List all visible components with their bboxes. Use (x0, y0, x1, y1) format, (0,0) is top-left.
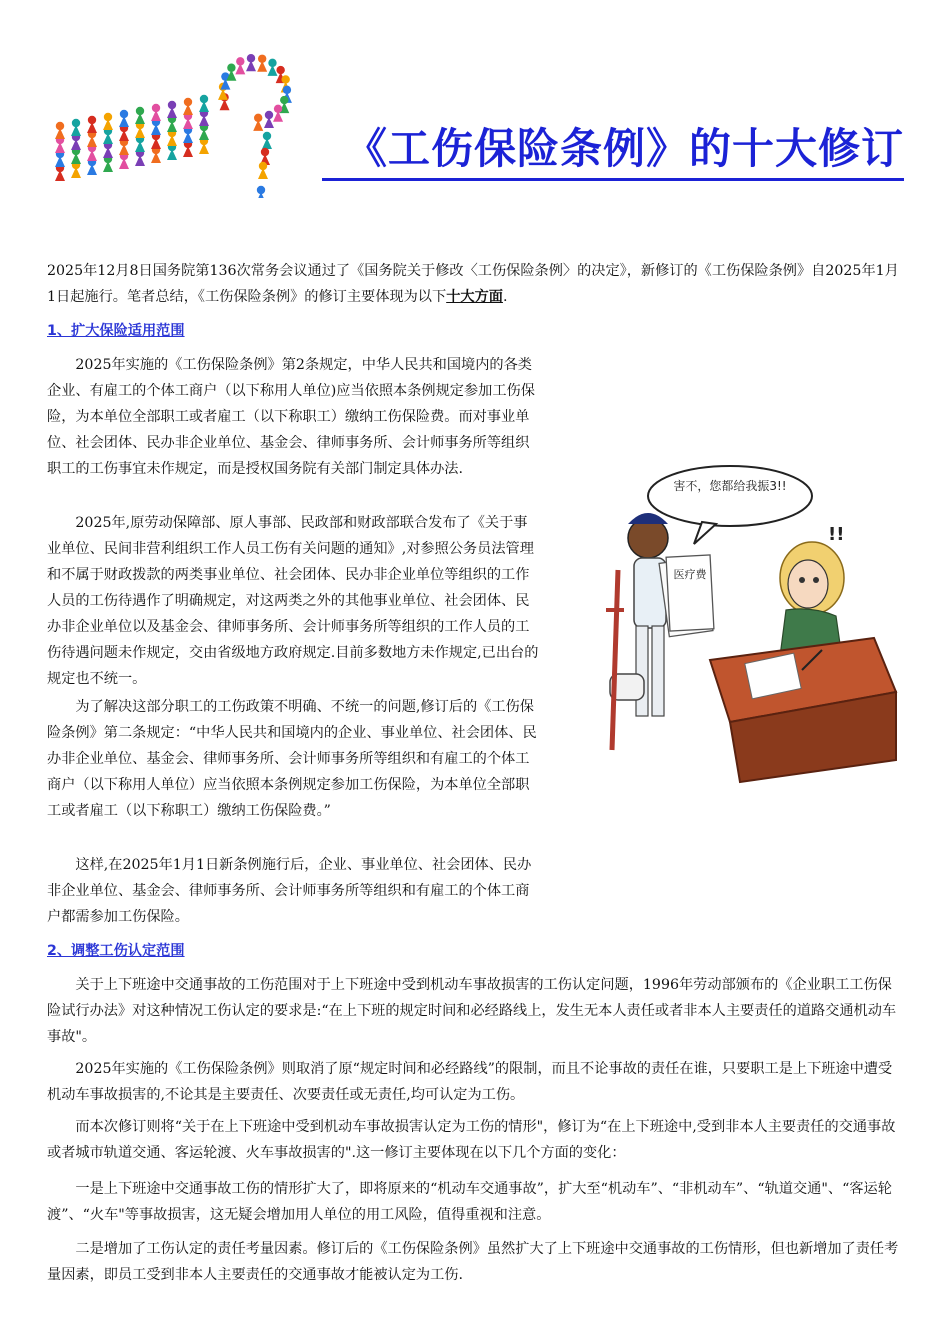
injured-man-figure (606, 513, 714, 750)
paper-stack (659, 555, 714, 637)
pawn-head (120, 110, 128, 118)
pawn-head (281, 75, 289, 83)
pawn-head (276, 66, 284, 74)
document-label: 医疗费 (673, 568, 707, 581)
section-1-paragraph-2: 2025年,原劳动保障部、原人事部、民政部和财政部联合发布了《关于事业单位、民间非营利组织工作人员工伤有关问题的通知》,对参照公务员法管理和不属于财政拨款的两类事业单位、社会团体、民办非企业单位等组织的工作人员的工伤待遇作了明确规定，对这两类之外的其他事业单位、社会团体、民办非企业单位以及基金会、律师事务所、会计师事务所等组织的工作人员的工伤待遇问题未作规定，交由省级地方政府规定.目前多数地方未作规定,已出台的规定也不统一。 (47, 515, 539, 687)
intro-emphasis: 十大方面 (446, 289, 503, 305)
pawn-head (261, 148, 269, 156)
pawn-head (280, 96, 288, 104)
pawn-head (152, 104, 160, 112)
pawn-head (268, 59, 276, 67)
pawn-head (265, 111, 273, 119)
section-2-paragraph-4: 一是上下班途中交通事故工伤的情形扩大了，即将原来的“机动车交通事故”，扩大至“机动车”、“非机动车”、“轨道交通"、“客运轮渡”、“火车"等事故损害，这无疑会增加用人单位的用工风险，值得重视和注意。 (47, 1181, 892, 1223)
page-title: 《工伤保险条例》的十大修订 (322, 120, 904, 181)
pawn-head (136, 107, 144, 115)
pawn-head (259, 162, 267, 170)
pawn-head (184, 98, 192, 106)
section-2-paragraph-2: 2025年实施的《工伤保险条例》则取消了原“规定时间和必经路线”的限制，而且不论事故的责任在谁，只要职工是上下班途中遭受机动车事故损害的,不论其是主要责任、次要责任或无责任,均可认定为工伤。 (47, 1061, 893, 1103)
pawn-head (88, 116, 96, 124)
pawn-head (72, 119, 80, 127)
intro-paragraph: 2025年12月8日国务院第136次常务会议通过了《国务院关于修改〈工伤保险条例〉的决定》，新修订的《工伤保险条例》自2025年1月1日起施行。笔者总结，《工伤保险条例》的修订主要体现为以下十大方面. (47, 263, 899, 305)
pawn-head (104, 113, 112, 121)
section-2-heading[interactable]: 2、调整工伤认定范围 (47, 943, 185, 959)
pawn-head (200, 95, 208, 103)
pawn-head (56, 122, 64, 130)
section-2-paragraph-5: 二是增加了工伤认定的责任考量因素。修订后的《工伤保险条例》虽然扩大了上下班途中交通事故的工伤情形，但也新增加了责任考量因素，即员工受到非本人主要责任的交通事故才能被认定为工伤. (47, 1241, 899, 1283)
pawn-head (227, 64, 235, 72)
desk (710, 638, 896, 782)
section-1-paragraph-4: 这样,在2025年1月1日新条例施行后，企业、事业单位、社会团体、民办非企业单位、基金会、律师事务所、会计师事务所等组织和有雇工的个体工商户都需参加工伤保险。 (47, 857, 532, 925)
pawn-head (283, 86, 291, 94)
pawn-head (236, 57, 244, 65)
pawn-head (263, 132, 271, 140)
crowd-question-mark-logo (55, 48, 305, 198)
section-1-paragraph-1: 2025年实施的《工伤保险条例》第2条规定，中华人民共和国境内的各类企业、有雇工的个体工商户（以下称用人单位)应当依照本条例规定参加工伤保险，为本单位全部职工或者雇工（以下称职工）缴纳工伤保险费。而对事业单位、社会团体、民办非企业单位、基金会、律师事务所、会计师事务所等组织职工的工伤事宜未作规定，而是授权国务院有关部门制定具体办法. (47, 357, 535, 477)
pawn-head (257, 186, 265, 194)
pawn-head (254, 114, 262, 122)
exclamation-text: !! (828, 524, 845, 545)
pawn-head (258, 55, 266, 63)
pawn-head (274, 105, 282, 113)
cartoon-illustration (590, 460, 908, 790)
section-2-paragraph-3: 而本次修订则将“关于在上下班途中受到机动车事故损害认定为工伤的情形"，修订为“在上下班途中,受到非本人主要责任的交通事故或者城市轨道交通、客运轮渡、火车事故损害的".这一修订主要体现在以下几个方面的变化： (47, 1119, 896, 1161)
pawn-head (168, 101, 176, 109)
section-2-paragraph-1: 关于上下班途中交通事故的工伤范围对于上下班途中受到机动车事故损害的工伤认定问题，1996年劳动部颁布的《企业职工工伤保险试行办法》对这种情况工伤认定的要求是:“在上下班的规定时间和必经路线上，发生无本人责任或者非本人主要责任的道路交通机动车事故"。 (47, 977, 897, 1045)
pawn-head (247, 54, 255, 62)
section-1-heading[interactable]: 1、扩大保险适用范围 (47, 323, 185, 339)
speech-bubble-text: 害不，您都给我振3!! (673, 479, 787, 493)
section-1-paragraph-3: 为了解决这部分职工的工伤政策不明确、不统一的问题,修订后的《工伤保险条例》第二条规定：“中华人民共和国境内的企业、事业单位、社会团体、民办非企业单位、基金会、律师事务所、会计师事务所等组织和有雇工的个体工商户（以下称用人单位）应当依照本条例规定参加工伤保险，为本单位全部职工或者雇工（以下称职工）缴纳工伤保险费。” (47, 699, 537, 819)
